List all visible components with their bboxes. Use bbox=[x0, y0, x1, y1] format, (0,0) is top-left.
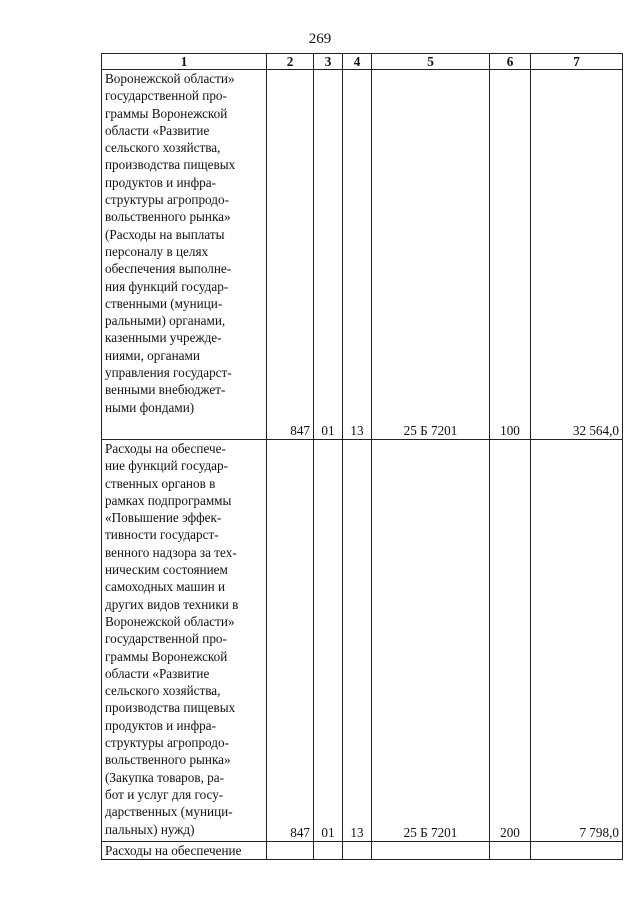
column-header: 2 bbox=[267, 54, 314, 70]
budget-table bbox=[101, 53, 623, 860]
table-header-row bbox=[102, 54, 623, 70]
subsection-code-cell: 13 bbox=[343, 440, 372, 842]
table-row bbox=[102, 440, 623, 842]
row-description: Воронежской области» государственной про- граммы Воронежской области «Развитие сельского хозяйства, производства пищевых продуктов и инфра- структуры агропродо- вольственного рынка» (Расходы на выплаты персоналу в целях обеспечения выполне- ния функций государ- ственными (муници- pальными) органами, казенными учрежде- ниями, органами управления государст- венными внебюджет- ными фондами) bbox=[102, 70, 267, 440]
column-header: 7 bbox=[531, 54, 623, 70]
ministry-code-cell bbox=[267, 842, 314, 860]
section-code-cell bbox=[314, 842, 343, 860]
target-article-cell bbox=[372, 842, 490, 860]
column-header: 5 bbox=[372, 54, 490, 70]
subsection-code-cell bbox=[343, 842, 372, 860]
column-header: 1 bbox=[102, 54, 267, 70]
expense-type-cell: 100 bbox=[490, 70, 531, 440]
amount-cell bbox=[531, 842, 623, 860]
table-row bbox=[102, 70, 623, 440]
target-article-cell: 25 Б 7201 bbox=[372, 70, 490, 440]
ministry-code-cell: 847 bbox=[267, 70, 314, 440]
subsection-code-cell: 13 bbox=[343, 70, 372, 440]
expense-type-cell: 200 bbox=[490, 440, 531, 842]
target-article-cell: 25 Б 7201 bbox=[372, 440, 490, 842]
row-description: Расходы на обеспечение bbox=[102, 842, 267, 860]
ministry-code-cell: 847 bbox=[267, 440, 314, 842]
section-code-cell: 01 bbox=[314, 440, 343, 842]
column-header: 3 bbox=[314, 54, 343, 70]
column-header: 4 bbox=[343, 54, 372, 70]
amount-cell: 32 564,0 bbox=[531, 70, 623, 440]
amount-cell: 7 798,0 bbox=[531, 440, 623, 842]
page-number: 269 bbox=[308, 31, 332, 47]
table-row bbox=[102, 842, 623, 860]
column-header: 6 bbox=[490, 54, 531, 70]
expense-type-cell bbox=[490, 842, 531, 860]
row-description: Расходы на обеспече- ние функций государ- ственных органов в рамках подпрограммы «Повышение эффек- тивности государст- венного надзора за тех- ническим состоянием самоходных машин и других видов техники в Воронежской области» государственной про- граммы Воронежской области «Развитие сельского хозяйства, производства пищевых продуктов и инфра- структуры агропродо- вольственного рынка» (Закупка товаров, ра- бот и услуг для госу- дарственных (муници- пальных) нужд) bbox=[102, 440, 267, 842]
section-code-cell: 01 bbox=[314, 70, 343, 440]
